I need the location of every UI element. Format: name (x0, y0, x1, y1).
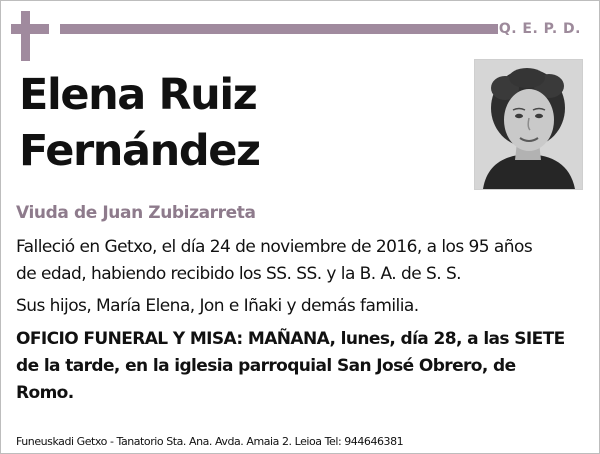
family-line (16, 293, 586, 320)
deceased-name (19, 67, 459, 179)
funeral-line-1: OFICIO FUNERAL Y MISA: MAÑANA, lunes, día 28, a las SIETE (16, 329, 565, 349)
funeral-details (16, 326, 586, 407)
death-line-1: Falleció en Getxo, el día 24 de noviembre de 2016, a los 95 años (16, 237, 533, 257)
death-line-2: de edad, habiendo recibido los SS. SS. y la B. A. de S. S. (16, 264, 462, 284)
qepd-label: Q. E. P. D. (498, 21, 581, 37)
death-announcement (16, 234, 586, 288)
family-text: Sus hijos, María Elena, Jon e Iñaki y demás familia. (16, 296, 419, 316)
funeral-line-2: de la tarde, en la iglesia parroquial San José Obrero, de (16, 356, 516, 376)
portrait-image (475, 60, 582, 189)
funeral-line-3: Romo. (16, 383, 74, 403)
name-line-1: Elena Ruiz (19, 70, 257, 120)
funeral-home-footer: Funeuskadi Getxo - Tanatorio Sta. Ana. Avda. Amaia 2. Leioa Tel: 944646381 (16, 435, 404, 448)
deceased-photo (474, 59, 583, 190)
cross-vertical-bar (21, 11, 30, 61)
header-divider-bar (60, 24, 498, 34)
widow-subtitle: Viuda de Juan Zubizarreta (16, 203, 256, 223)
cross-horizontal-bar (11, 24, 49, 34)
name-line-2: Fernández (19, 126, 260, 176)
